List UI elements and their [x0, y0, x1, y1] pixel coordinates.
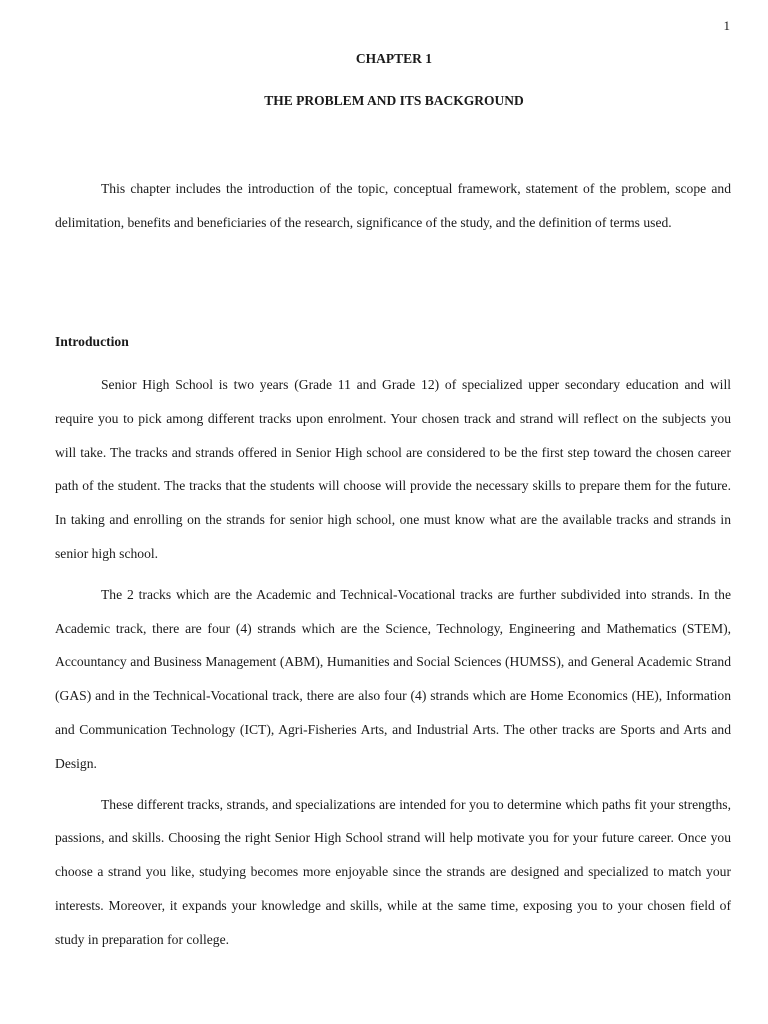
introduction-paragraph-3: These different tracks, strands, and specializations are intended for you to determine which paths fit your strengths, passions, and skills. Choosing the right Senior High School strand will help motivate you for your future career. Once you choose a strand you like, studying becomes more enjoyable since the strands are designed and specialized to match your interests. Moreover, it expands your knowledge and skills, while at the same time, exposing you to your chosen field of study in preparation for college. — [55, 796, 731, 947]
page-number: 1 — [723, 18, 730, 33]
introduction-paragraph-1: Senior High School is two years (Grade 11 and Grade 12) of specialized upper secondary education and will require you to pick among different tracks upon enrolment. Your chosen track and strand will reflect on the subjects you will take. The tracks and strands offered in Senior High school are considered to be the first step toward the chosen career path of the student. The tracks that the students will choose will provide the necessary skills to prepare them for the future. In taking and enrolling on the strands for senior high school, one must know what are the available tracks and strands in senior high school. — [55, 377, 731, 561]
introduction-paragraph-2: The 2 tracks which are the Academic and Technical-Vocational tracks are further subdivided into strands. In the Academic track, there are four (4) strands which are the Science, Technology, Engineering and Mathematics (STEM), Accountancy and Business Management (ABM), Humanities and Social Sciences (HUMSS), and General Academic Strand (GAS) and in the Technical-Vocational track, there are also four (4) strands which are Home Economics (HE), Information and Communication Technology (ICT), Agri-Fisheries Arts, and Industrial Arts. The other tracks are Sports and Arts and Design. — [55, 586, 731, 771]
introduction-body — [55, 368, 731, 957]
introduction-heading: Introduction — [55, 334, 129, 349]
chapter-overview — [55, 172, 731, 240]
chapter-subtitle: THE PROBLEM AND ITS BACKGROUND — [264, 93, 524, 108]
chapter-title: CHAPTER 1 — [355, 51, 433, 66]
overview-paragraph: This chapter includes the introduction of the topic, conceptual framework, statement of the problem, scope and delimitation, benefits and beneficiaries of the research, significance of the study, and the definition of terms used. — [55, 181, 731, 230]
